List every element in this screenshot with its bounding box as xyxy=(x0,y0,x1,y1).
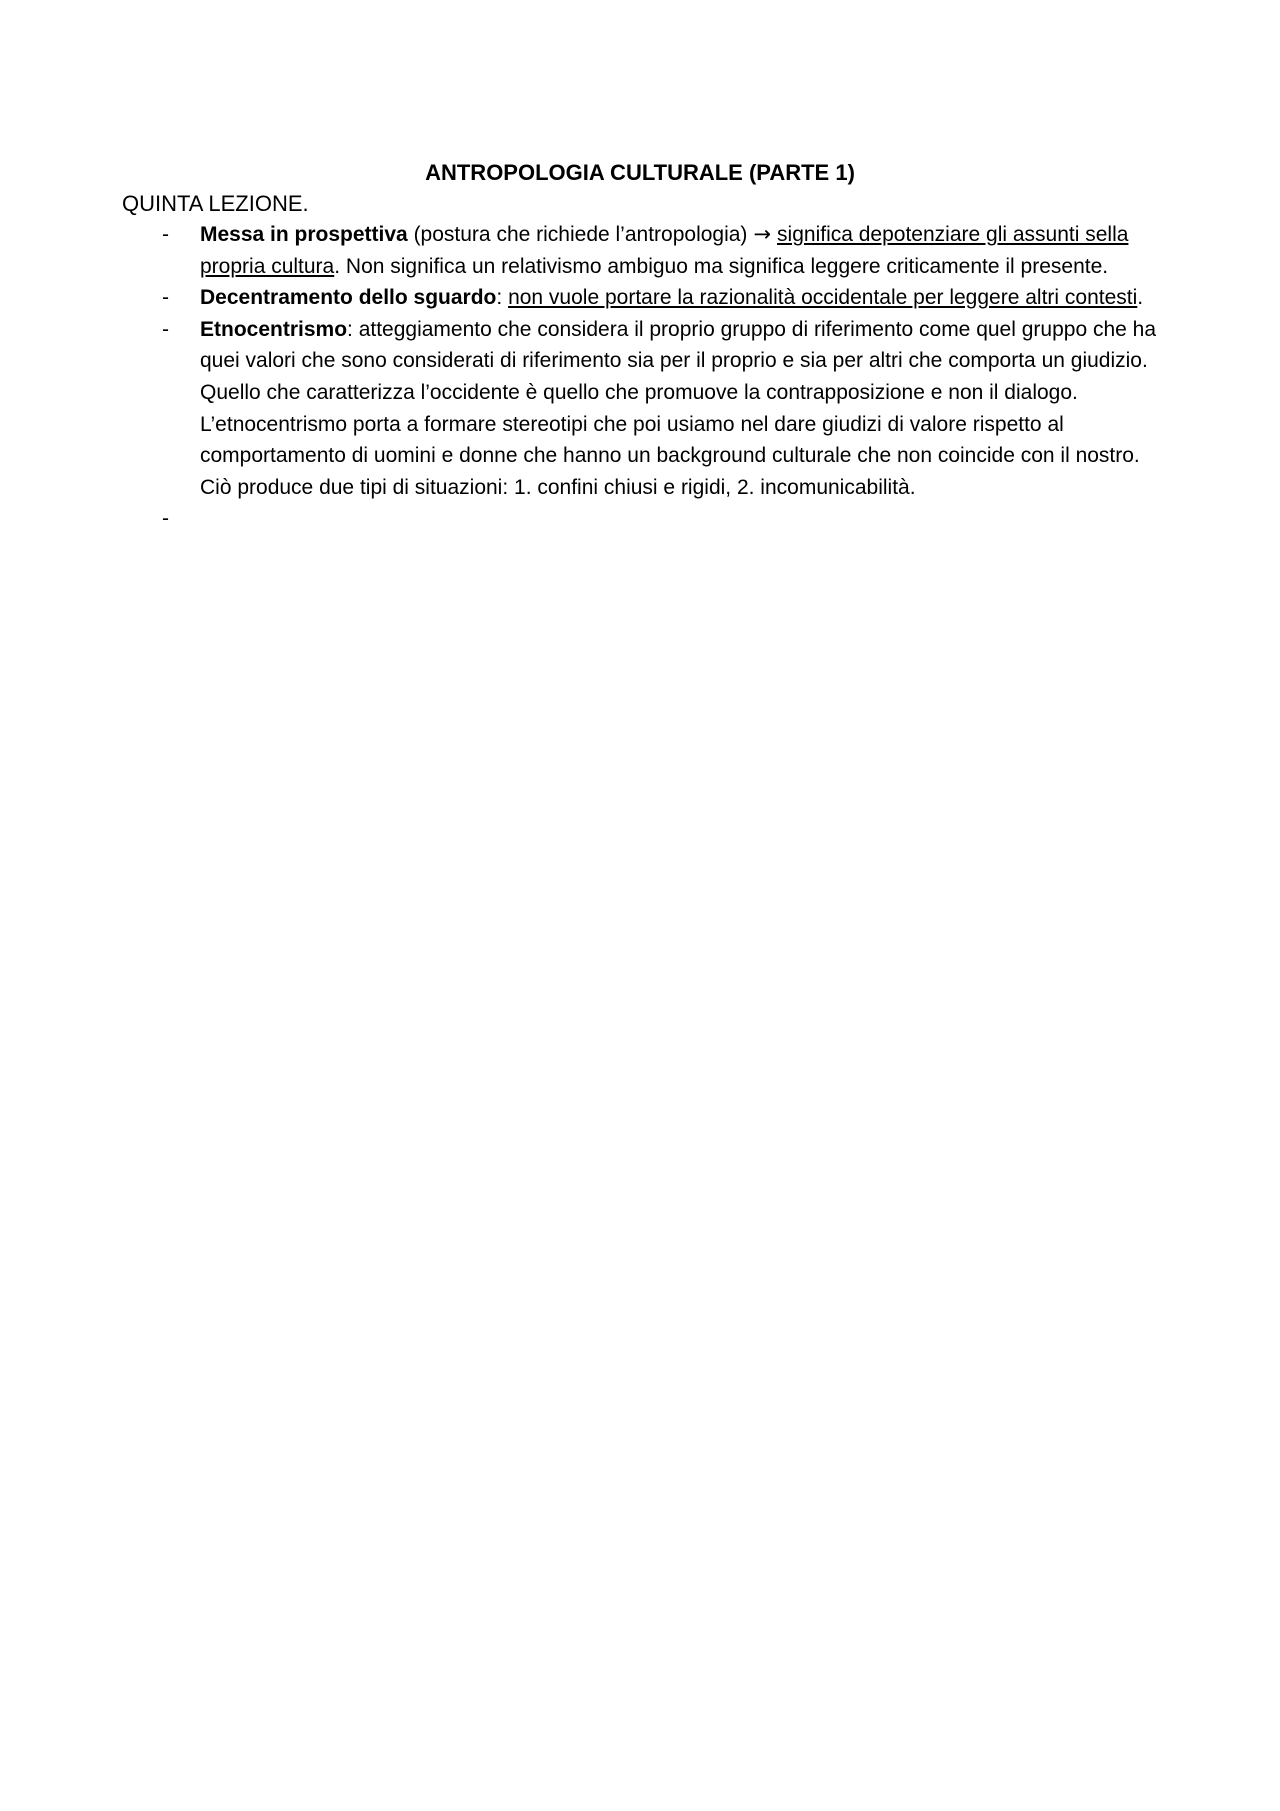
bullet-dash: - xyxy=(162,286,169,310)
list-item xyxy=(0,219,1175,282)
item-text: . xyxy=(1137,286,1144,310)
arrow-right-icon: → xyxy=(753,222,772,246)
item-text: . Non significa un relativismo ambiguo ma significa leggere criticamente il presente. xyxy=(334,254,1109,278)
item-text: (postura che richiede l’antropologia) xyxy=(407,223,748,246)
bullet-dash: - xyxy=(162,317,169,341)
bullet-dash: - xyxy=(162,507,169,531)
item-text: : xyxy=(496,286,509,310)
underlined-text: non vuole portare la razionalità occidentale per leggere altri contesti xyxy=(508,286,1138,310)
list-item xyxy=(0,282,1175,314)
item-text: : atteggiamento che considera il proprio gruppo di riferimento come quel gruppo che ha quei valori che sono considerati di riferimento sia per il proprio e sia per altri che comporta un giudizio. Quello che caratterizza l’occidente è quello che promuove la contrapposizione e non il dialogo. L’etnocentrismo porta a formare stereotipi che poi usiamo nel dare giudizi di valore rispetto al comportamento di uomini e donne che hanno un background culturale che non coincide con il nostro. Ciò produce due tipi di situazioni: 1. confini chiusi e rigidi, 2. incomunicabilità. xyxy=(200,317,1157,499)
notes-list xyxy=(0,219,1280,535)
underlined-text: significa depotenziare gli assunti sella propria cultura xyxy=(200,223,1129,278)
document-title: ANTROPOLOGIA CULTURALE (PARTE 1) xyxy=(425,160,855,185)
list-item-empty xyxy=(0,503,1175,535)
term-bold: Decentramento dello sguardo xyxy=(200,286,497,310)
term-bold: Etnocentrismo xyxy=(200,317,348,341)
lesson-heading: QUINTA LEZIONE. xyxy=(122,191,309,216)
bullet-dash: - xyxy=(162,223,169,246)
list-item xyxy=(0,314,1175,504)
term-bold: Messa in prospettiva xyxy=(200,223,408,246)
